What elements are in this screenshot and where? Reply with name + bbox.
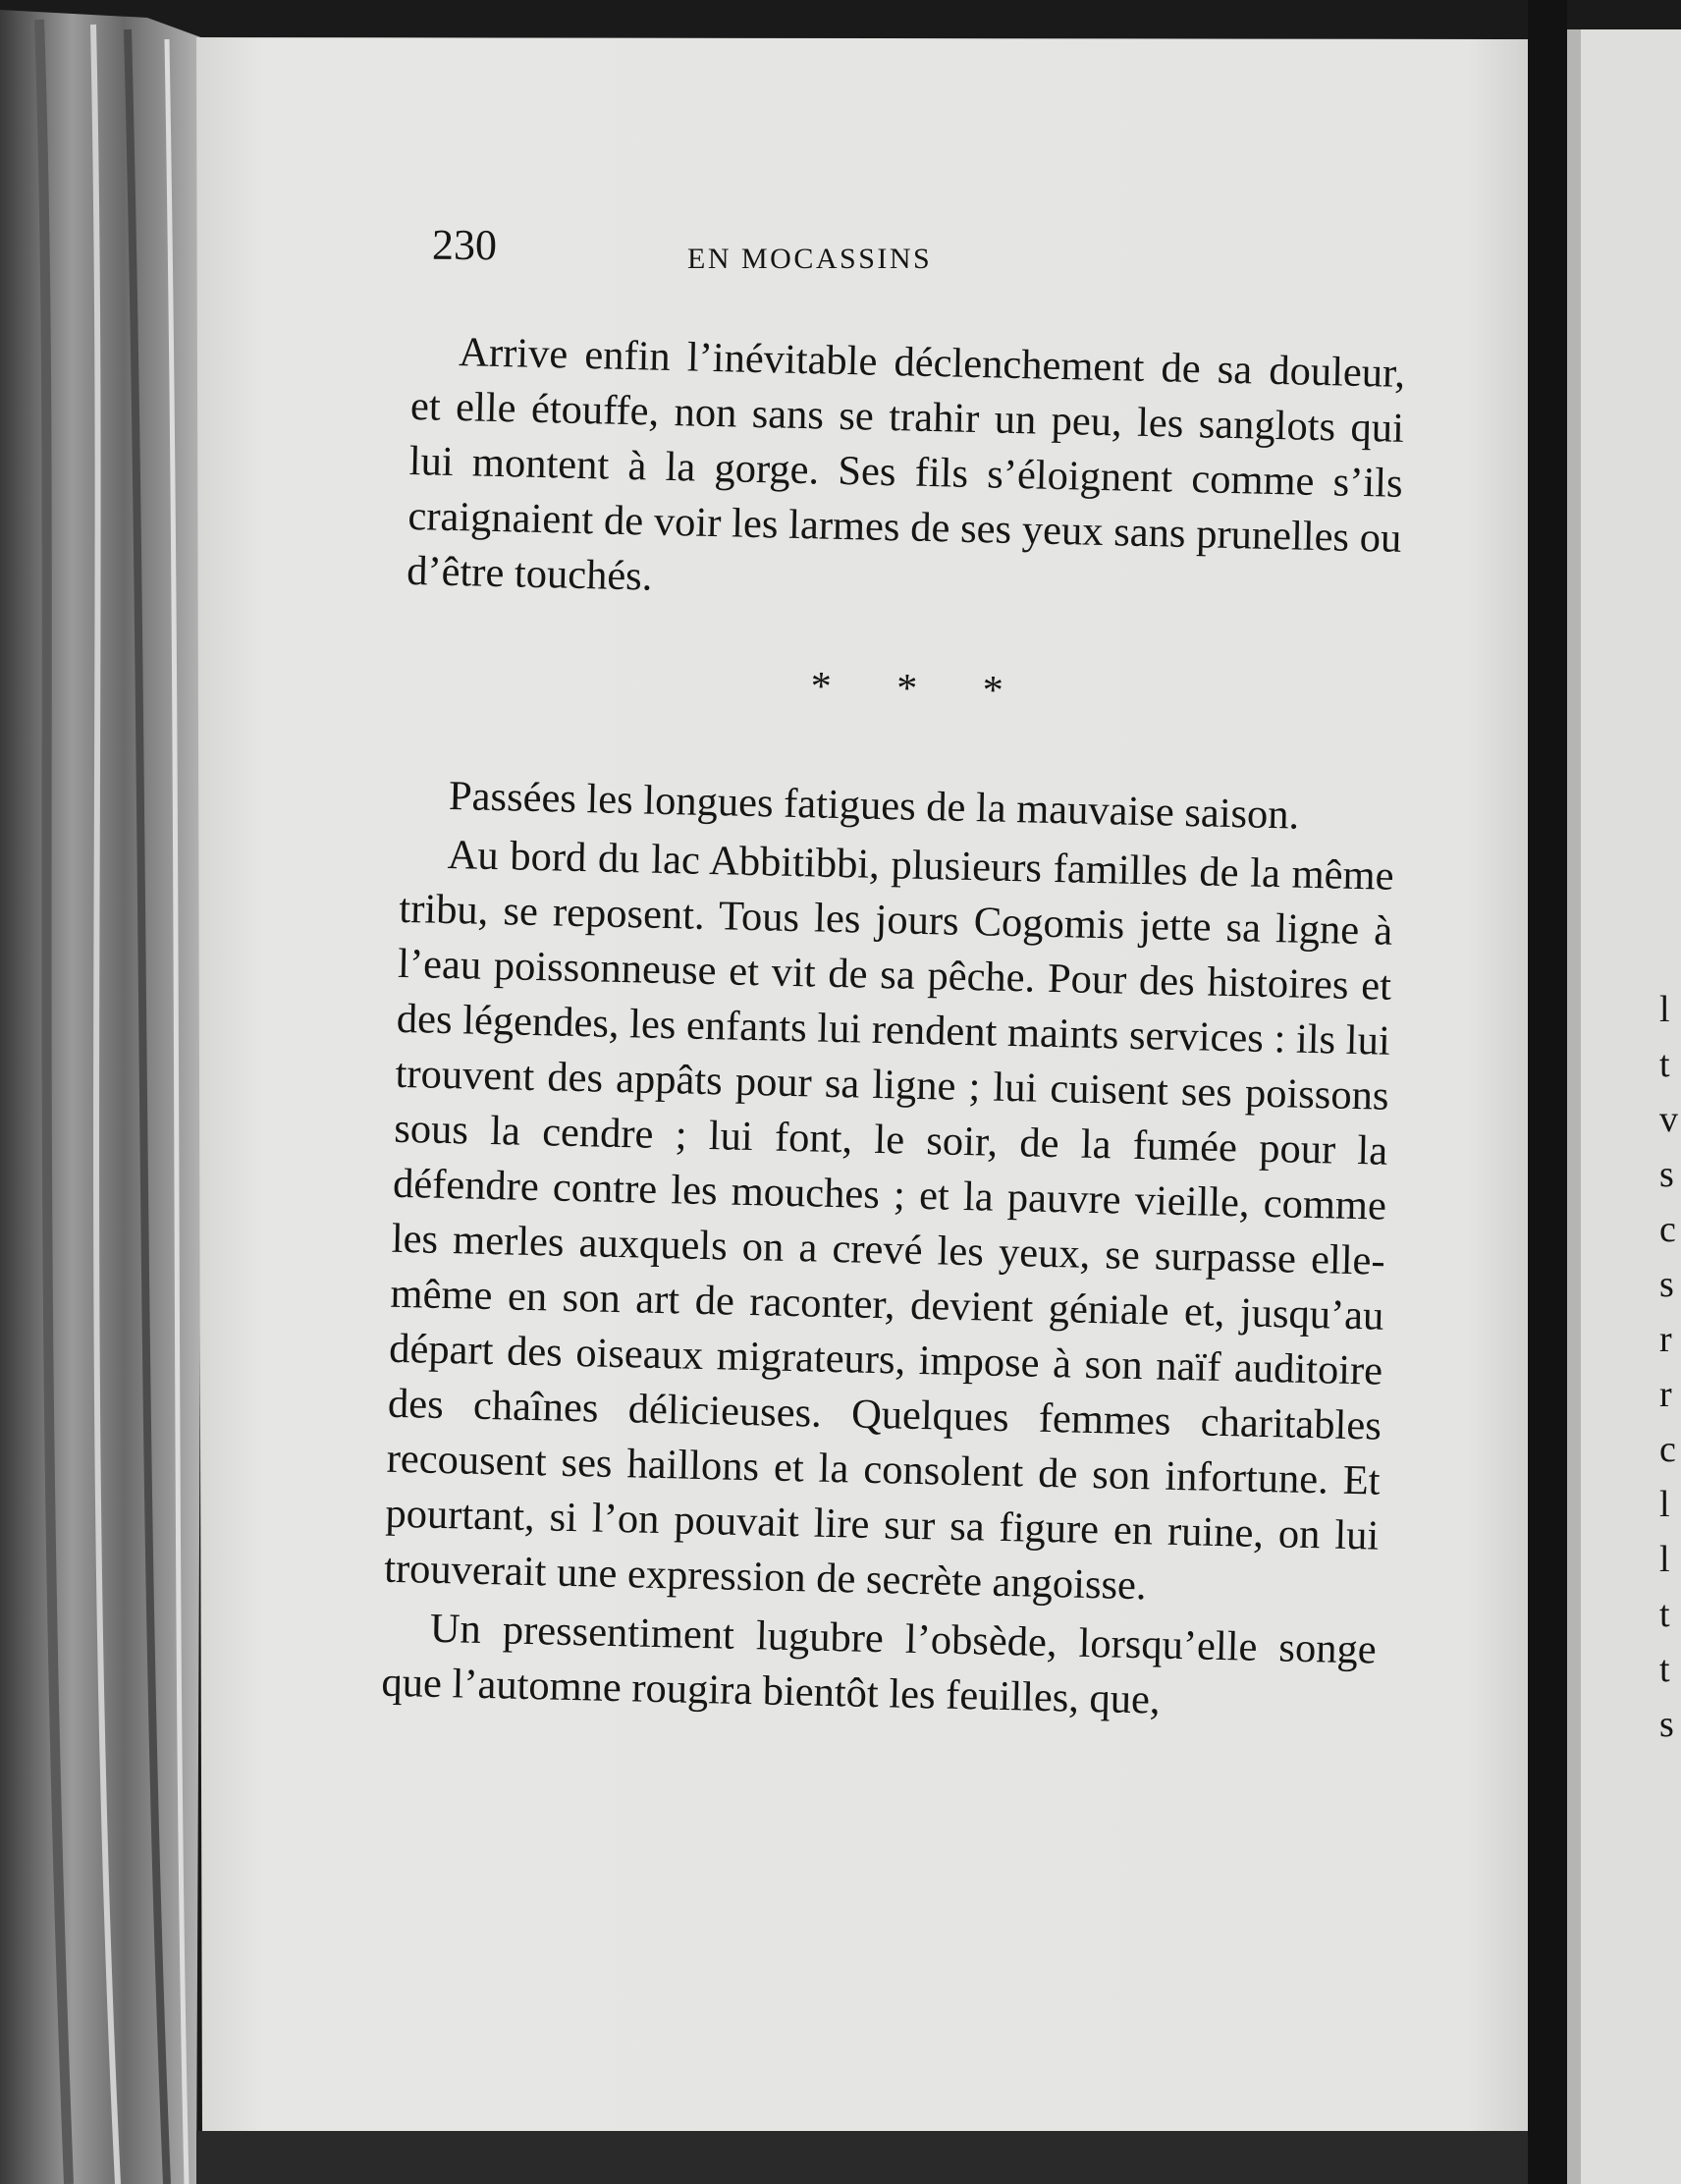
fragment: t: [1659, 1649, 1670, 1690]
fragment: l: [1659, 989, 1670, 1030]
fragment: s: [1659, 1154, 1674, 1195]
running-header: EN MOCASSINS: [687, 243, 933, 275]
fragment: l: [1659, 1484, 1670, 1525]
section-separator: * * *: [810, 664, 1032, 715]
fragment: t: [1659, 1044, 1670, 1085]
fragment: c: [1659, 1209, 1676, 1250]
body-text: [381, 324, 1406, 1733]
fragment: v: [1659, 1099, 1678, 1140]
page-number: 230: [431, 220, 498, 270]
page-gutter: [1528, 0, 1567, 2184]
fragment: r: [1659, 1374, 1672, 1415]
fragment: s: [1659, 1264, 1674, 1305]
fragment: l: [1659, 1539, 1670, 1580]
paragraph: Passées les longues fatigues de la mauvaise saison.: [448, 772, 1300, 839]
fragment: r: [1659, 1319, 1672, 1360]
paragraph: Arrive enfin l’inévitable déclenchement de sa douleur, et elle étouffe, non sans se trahir un peu, les sanglots qui lui montent à la gorge. Ses fils s’éloignent comme s’ils craignaient de voir les larmes de ses yeux sans prunelles ou d’être touchés.: [406, 329, 1406, 600]
right-page-shadow: [1567, 29, 1581, 2184]
fragment: c: [1659, 1429, 1676, 1470]
paragraph: Au bord du lac Abbitibbi, plusieurs familles de la même tribu, se reposent. Tous les jours Cogomis jette sa ligne à l’eau poissonneuse et vit de sa pêche. Pour des histoires et des légendes, les enfants lui rendent maints services : ils lui trouvent des appâts pour sa ligne ; lui cuisent ses poissons sous la cendre ; lui font, le soir, de la fumée pour la défendre contre les mouches ; et la pauvre vieille, comme les merles auxquels on a crevé les yeux, se surpasse elle-même en son art de raconter, devient géniale et, jusqu’au départ des oiseaux migrateurs, impose à son naïf auditoire des chaînes délicieuses. Quelques femmes charitables recousent ses haillons et la consolent de son infortune. Et pourtant, si l’on pouvait lire sur sa figure en ruine, on lui trouverait une expression de secrète angoisse.: [383, 831, 1395, 1610]
page-bottom-shadow: [196, 2131, 1542, 2184]
paragraph: Un pressentiment lugubre l’obsède, lorsqu’elle songe que l’automne rougira bientôt les feuilles, que,: [381, 1605, 1378, 1723]
fragment: s: [1659, 1704, 1674, 1745]
fragment: t: [1659, 1594, 1670, 1635]
right-page-fragments: [1659, 982, 1681, 1752]
